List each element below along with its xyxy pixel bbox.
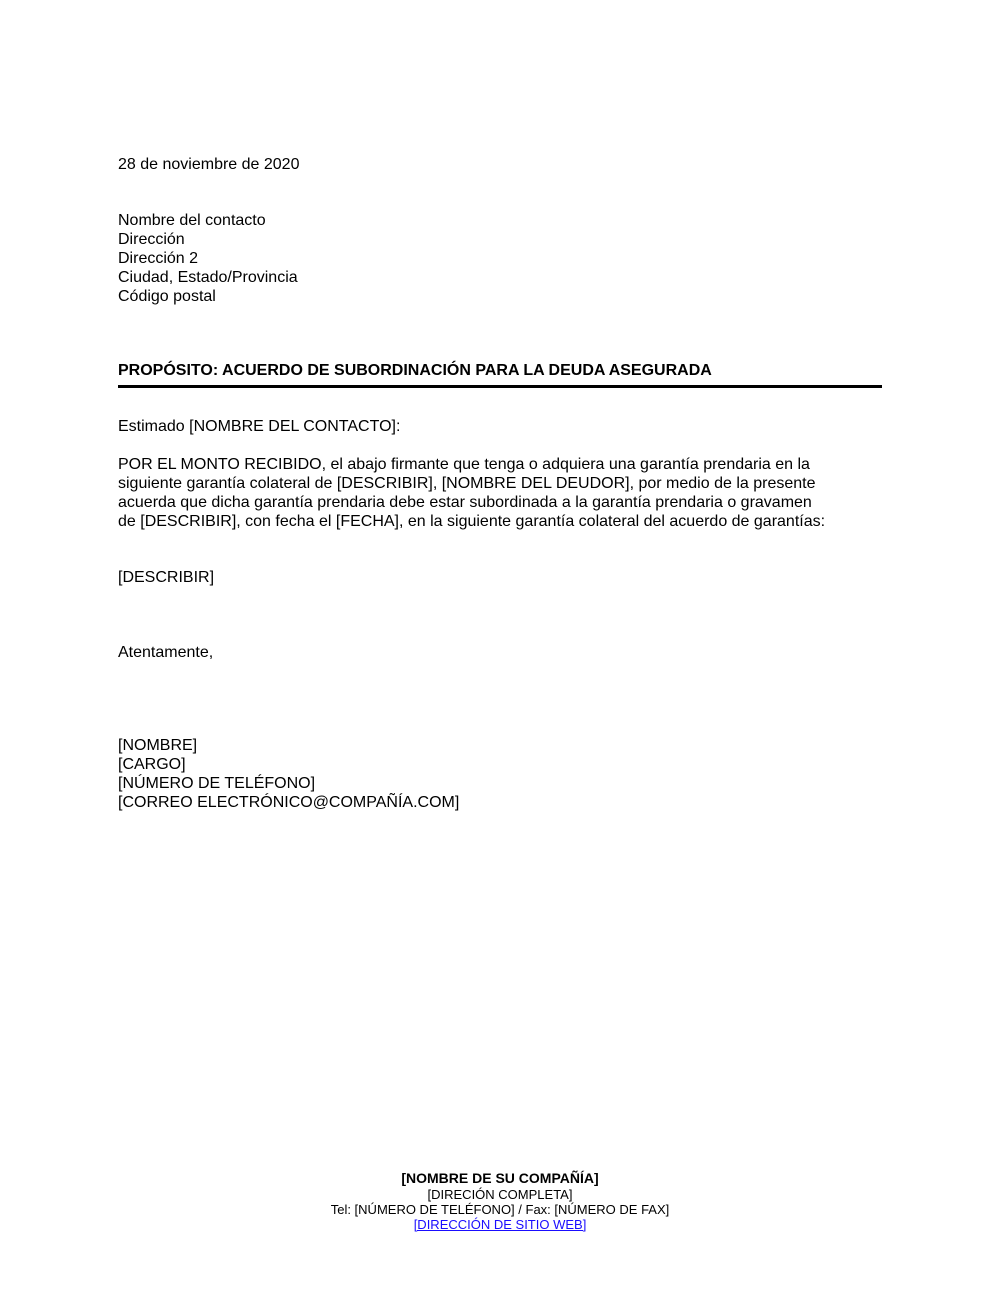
recipient-name: Nombre del contacto (118, 212, 266, 229)
signer-phone: [NÚMERO DE TELÉFONO] (118, 775, 316, 792)
recipient-address-line-1: Dirección (118, 231, 185, 248)
signer-name: [NOMBRE] (118, 737, 198, 754)
subject-divider (118, 385, 882, 388)
footer-website-link[interactable]: [DIRECCIÓN DE SITIO WEB] (413, 1217, 587, 1232)
recipient-postal-code: Código postal (118, 288, 216, 305)
footer-company-name: [NOMBRE DE SU COMPAÑÍA] (401, 1170, 599, 1186)
subject-heading: PROPÓSITO: ACUERDO DE SUBORDINACIÓN PARA LA DEUDA ASEGURADA (118, 362, 712, 379)
signature-block (118, 736, 459, 812)
body-line: POR EL MONTO RECIBIDO, el abajo firmante que tenga o adquiera una garantía prendaria en la (118, 456, 810, 473)
salutation: Estimado [NOMBRE DEL CONTACTO]: (118, 418, 401, 435)
body-line: de [DESCRIBIR], con fecha el [FECHA], en la siguiente garantía colateral del acuerdo de garantías: (118, 513, 826, 530)
footer-contact: Tel: [NÚMERO DE TELÉFONO] / Fax: [NÚMERO DE FAX] (330, 1202, 670, 1217)
body-paragraph (118, 455, 825, 531)
signer-title: [CARGO] (118, 756, 186, 773)
closing: Atentamente, (118, 644, 214, 661)
recipient-address-line-2: Dirección 2 (118, 250, 199, 267)
signer-email: [CORREO ELECTRÓNICO@COMPAÑÍA.COM] (118, 794, 460, 811)
recipient-address (118, 211, 298, 306)
collateral-description: [DESCRIBIR] (118, 569, 215, 586)
body-line: acuerda que dicha garantía prendaria debe estar subordinada a la garantía prendaria o gravamen (118, 494, 812, 511)
letter-date: 28 de noviembre de 2020 (118, 156, 300, 173)
footer-address: [DIRECIÓN COMPLETA] (427, 1187, 573, 1202)
recipient-city-state: Ciudad, Estado/Provincia (118, 269, 298, 286)
body-line: siguiente garantía colateral de [DESCRIBIR], [NOMBRE DEL DEUDOR], por medio de la presente (118, 475, 816, 492)
page-footer (0, 1170, 1000, 1232)
